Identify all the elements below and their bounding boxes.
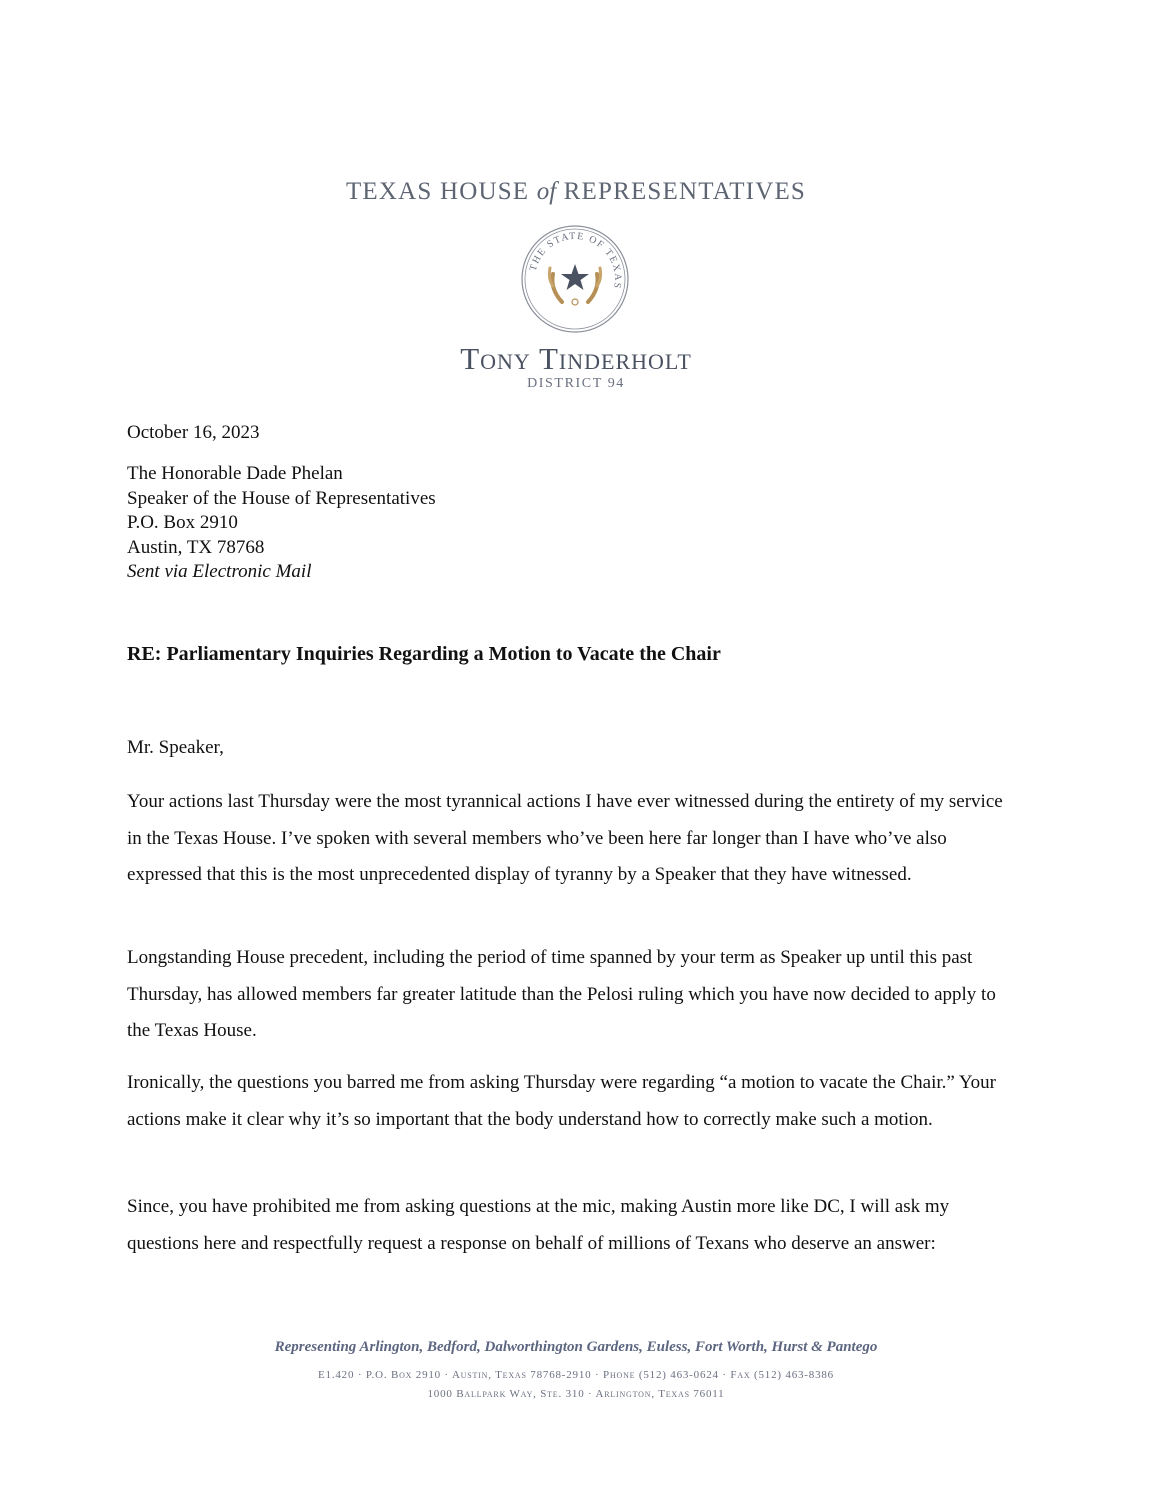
state-seal-icon <box>520 224 630 334</box>
district-label: DISTRICT 94 <box>527 376 625 391</box>
recipient-address <box>127 462 1017 585</box>
address-line: P.O. Box 2910 <box>127 512 238 533</box>
delivery-method: Sent via Electronic Mail <box>127 561 312 582</box>
body-paragraph: Your actions last Thursday were the most tyrannical actions I have ever witnessed during the entirety of my service in the Texas House. I’ve spoken with several members who’ve been here far longer than I have who’ve also expressed that this is the most unprecedented display of tyranny by a Speaker that they have witnessed. <box>127 791 1003 885</box>
letterhead-title-of: of <box>536 178 557 205</box>
letterhead-title-pre: TEXAS HOUSE <box>345 178 537 205</box>
footer-contact-line: E1.420 · P.O. Box 2910 · Austin, Texas 78768-2910 · Phone (512) 463-0624 · Fax (512) 463-8386 <box>318 1369 834 1381</box>
address-line: Speaker of the House of Representatives <box>127 487 436 509</box>
body-paragraph: Longstanding House precedent, including the period of time spanned by your term as Speaker up until this past Thursday, has allowed members far greater latitude than the Pelosi ruling which you have now decided to apply to the Texas House. <box>127 947 996 1041</box>
subject-line: RE: Parliamentary Inquiries Regarding a Motion to Vacate the Chair <box>127 643 721 665</box>
letterhead-title-post: REPRESENTATIVES <box>556 178 807 205</box>
representative-name: Tony Tinderholt <box>460 341 692 376</box>
letterhead-title <box>0 178 1152 206</box>
seal-textpath: THE STATE OF TEXAS <box>527 230 624 291</box>
salutation: Mr. Speaker, <box>127 737 224 758</box>
footer-representing: Representing Arlington, Bedford, Dalworthington Gardens, Euless, Fort Worth, Hurst & Pantego <box>274 1339 878 1355</box>
letter-date: October 16, 2023 <box>127 422 260 443</box>
address-line: Austin, TX 78768 <box>127 536 265 558</box>
body-paragraph: Ironically, the questions you barred me from asking Thursday were regarding “a motion to vacate the Chair.” Your actions make it clear why it’s so important that the body understand how to correctly make such a motion. <box>127 1072 997 1130</box>
footer-address-line: 1000 Ballpark Way, Ste. 310 · Arlington, Texas 76011 <box>427 1388 725 1400</box>
address-line: The Honorable Dade Phelan <box>127 463 343 484</box>
body-paragraph: Since, you have prohibited me from asking questions at the mic, making Austin more like DC, I will ask my questions here and respectfully request a response on behalf of millions of Texans who deserve an answer: <box>127 1196 950 1254</box>
